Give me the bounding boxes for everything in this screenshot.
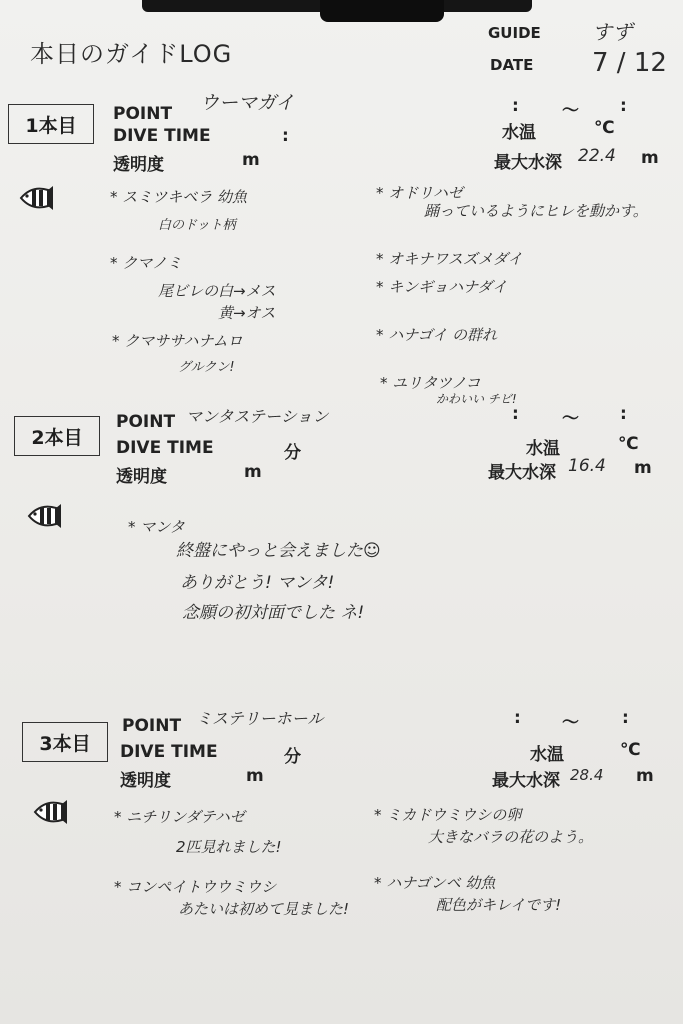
dive-1-point-label: POINT bbox=[113, 104, 173, 124]
dive-3-visibility-unit: m bbox=[246, 766, 264, 786]
dive-1-dive-time-label: DIVE TIME bbox=[113, 126, 211, 146]
dive-3-note-1-detail: 2匹見れました! bbox=[176, 838, 282, 856]
dive-3-note-2-detail: あたいは初めて見ました! bbox=[178, 900, 350, 918]
dive-1-note-4-title: * オドリハゼ bbox=[376, 184, 463, 202]
dive-1-note-2-title: * クマノミ bbox=[110, 254, 182, 272]
guide-value: すず bbox=[592, 20, 633, 44]
dive-3-note-3-title: * ミカドウミウシの卵 bbox=[374, 806, 522, 824]
dive-3-max-depth-label: 最大水深 bbox=[492, 771, 560, 791]
dive-2-note-1-title: * マンタ bbox=[128, 518, 185, 536]
dive-1-max-depth-unit: m bbox=[641, 148, 659, 168]
dive-1-note-3-title: * クマササハナムロ bbox=[112, 332, 243, 350]
dive-3-note-4-title: * ハナゴンベ 幼魚 bbox=[374, 874, 496, 892]
dive-1-celsius: ℃ bbox=[594, 118, 615, 138]
dive-2-visibility-unit: m bbox=[244, 462, 262, 482]
dive-1-max-depth-label: 最大水深 bbox=[494, 153, 562, 173]
dive-1-note-1-detail: 白のドット柄 bbox=[158, 218, 236, 233]
dive-3-point-value: ミステリーホール bbox=[196, 709, 324, 728]
dive-2-end-sep: : bbox=[620, 404, 627, 424]
dive-1-note-7-title: * ハナゴイ の群れ bbox=[376, 326, 497, 344]
dive-1-visibility-label: 透明度 bbox=[113, 155, 164, 175]
date-value: 7 / 12 bbox=[592, 48, 667, 78]
dive-1-note-3-detail: グルクン! bbox=[178, 360, 235, 375]
dive-2-water-temp-label: 水温 bbox=[526, 439, 560, 459]
dive-2-dive-time-label: DIVE TIME bbox=[116, 438, 214, 458]
dive-2-celsius: ℃ bbox=[618, 434, 639, 454]
dive-3-range-sep: 〜 bbox=[562, 713, 579, 733]
dive-3-visibility-label: 透明度 bbox=[120, 771, 171, 791]
fish-icon bbox=[26, 502, 62, 530]
dive-1-end-sep: : bbox=[620, 96, 627, 116]
dive-2-note-1-detail-c: 念願の初対面でした ネ! bbox=[182, 603, 365, 623]
dive-1-note-5-title: * オキナワスズメダイ bbox=[376, 250, 523, 268]
dive-2-max-depth-value: 16.4 bbox=[568, 456, 606, 476]
dive-1-range-sep: 〜 bbox=[562, 101, 579, 121]
dive-2-point-label: POINT bbox=[116, 412, 176, 432]
dive-3-max-depth-value: 28.4 bbox=[570, 766, 604, 784]
dive-3-water-temp-label: 水温 bbox=[530, 745, 564, 765]
page-title: 本日のガイドLOG bbox=[30, 40, 233, 68]
dive-2-range-sep: 〜 bbox=[562, 409, 579, 429]
dive-2-visibility-label: 透明度 bbox=[116, 467, 167, 487]
dive-1-water-temp-label: 水温 bbox=[502, 123, 536, 143]
dive-1-visibility-unit: m bbox=[242, 150, 260, 170]
dive-2-minute-unit: 分 bbox=[284, 443, 301, 463]
dive-3-note-1-title: * ニチリンダテハゼ bbox=[114, 808, 245, 826]
dive-2-badge: 2本目 bbox=[14, 416, 100, 456]
dive-1-note-2-detail-a: 尾ビレの白→メス bbox=[158, 282, 276, 300]
dive-2-note-1-detail-b: ありがとう! マンタ! bbox=[180, 573, 335, 593]
dive-1-note-8-title: * ユリタツノコ bbox=[380, 374, 481, 392]
guide-label: GUIDE bbox=[488, 24, 541, 42]
dive-2-max-depth-label: 最大水深 bbox=[488, 463, 556, 483]
dive-3-dive-time-label: DIVE TIME bbox=[120, 742, 218, 762]
dive-1-note-1-title: * スミツキベラ 幼魚 bbox=[110, 188, 248, 206]
dive-1-point-value: ウーマガイ bbox=[200, 92, 295, 114]
dive-1-note-4-detail: 踊っているようにヒレを動かす。 bbox=[424, 202, 648, 220]
clipboard-clip-knob bbox=[320, 0, 444, 22]
dive-2-start-sep: : bbox=[512, 404, 519, 424]
dive-3-celsius: ℃ bbox=[620, 740, 641, 760]
dive-3-badge: 3本目 bbox=[22, 722, 108, 762]
dive-3-note-4-detail: 配色がキレイです! bbox=[436, 896, 562, 914]
dive-3-point-label: POINT bbox=[122, 716, 182, 736]
dive-1-max-depth-value: 22.4 bbox=[578, 146, 616, 166]
fish-icon bbox=[32, 798, 68, 826]
dive-1-badge: 1本目 bbox=[8, 104, 94, 144]
date-label: DATE bbox=[490, 56, 534, 74]
dive-1-note-6-title: * キンギョハナダイ bbox=[376, 278, 508, 296]
dive-3-minute-unit: 分 bbox=[284, 747, 301, 767]
dive-3-note-2-title: * コンペイトウウミウシ bbox=[114, 878, 277, 896]
dive-1-note-8-detail: かわいい チビ! bbox=[436, 392, 517, 406]
dive-2-max-depth-unit: m bbox=[634, 458, 652, 478]
dive-1-note-2-detail-b: 黄→オス bbox=[218, 304, 276, 322]
dive-1-start-sep: : bbox=[512, 96, 519, 116]
dive-2-point-value: マンタステーション bbox=[186, 407, 329, 426]
dive-2-note-1-detail-a: 終盤にやっと会えました☺ bbox=[176, 541, 381, 561]
fish-icon bbox=[18, 184, 54, 212]
dive-3-end-sep: : bbox=[622, 708, 629, 728]
dive-3-note-3-detail: 大きなバラの花のよう。 bbox=[428, 828, 594, 846]
dive-3-start-sep: : bbox=[514, 708, 521, 728]
dive-3-max-depth-unit: m bbox=[636, 766, 654, 786]
dive-1-time-sep: : bbox=[282, 126, 289, 146]
